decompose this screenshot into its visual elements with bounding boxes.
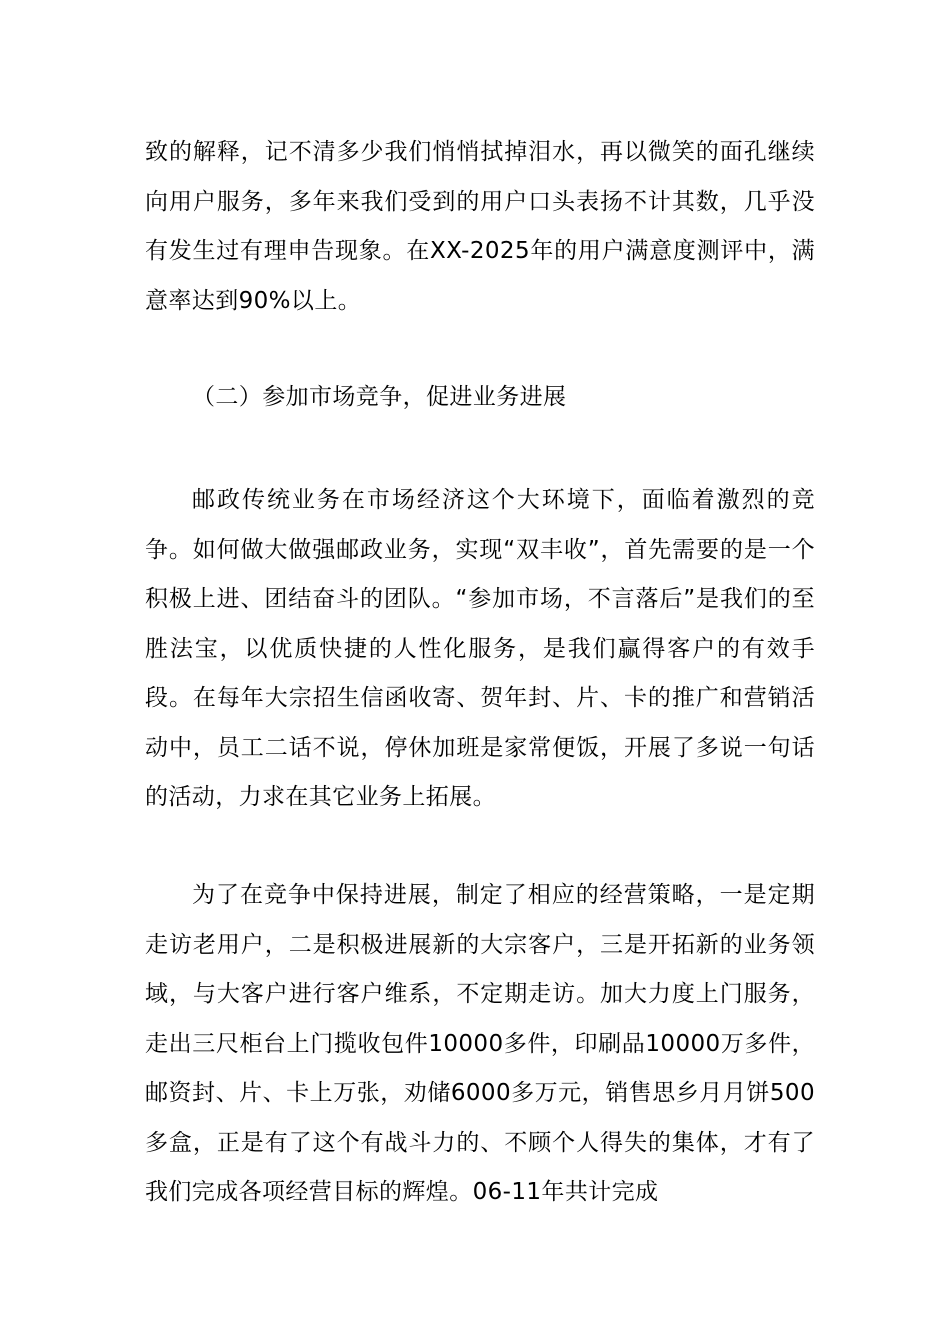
body-paragraph-3: 为了在竞争中保持进展，制定了相应的经营策略，一是定期走访老用户，二是积极进展新的大宗客户，三是开拓新的业务领域，与大客户进行客户维系，不定期走访。加大力度上门服务，走出三尺柜台上门揽收包件10000多件，印刷品10000万多件，邮资封、片、卡上万张，劝储6000多万元，销售思乡月月饼500多盒，正是有了这个有战斗力的、不顾个人得失的集体，才有了我们完成各项经营目标的辉煌。06-11年共计完成 [145, 882, 815, 1205]
body-paragraph-1: 致的解释，记不清多少我们悄悄拭掉泪水，再以微笑的面孔继续向用户服务，多年来我们受到的用户口头表扬不计其数，几乎没有发生过有理申告现象。在XX-2025年的用户满意度测评中，满意率达到90%以上。 [145, 139, 815, 314]
body-paragraph-2: 邮政传统业务在市场经济这个大环境下，面临着激烈的竞争。如何做大做强邮政业务，实现“双丰收”，首先需要的是一个积极上进、团结奋斗的团队。“参加市场，不言落后”是我们的至胜法宝，以优质快捷的人性化服务，是我们赢得客户的有效手段。在每年大宗招生信函收寄、贺年封、片、卡的推广和营销活动中，员工二话不说，停休加班是家常便饭，开展了多说一句话的活动，力求在其它业务上拓展。 [145, 487, 815, 810]
section-heading: （二）参加市场竞争，促进业务进展 [192, 384, 567, 410]
